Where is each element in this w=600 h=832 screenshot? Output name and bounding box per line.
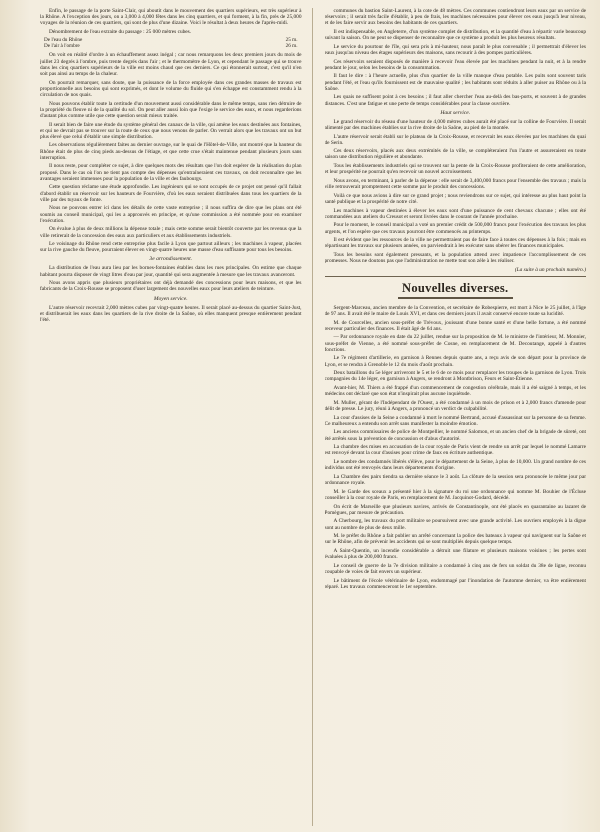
left-after-1-paragraphs xyxy=(40,265,302,292)
article-paragraph: Le bâtiment de l'école vétérinaire de Lyon, endommagé par l'inondation de l'automne dernier, va être entièrement réparé. Les travaux commenceront le 1er septembre. xyxy=(324,577,586,590)
article-paragraph: L'autre réservoir serait établi sur le plateau de la Croix-Rousse, et recevrait les eaux élevées par les machines du quai de Serin. xyxy=(324,133,586,146)
section-title: Nouvelles diverses. xyxy=(402,280,509,295)
right-subcolumn-paragraphs xyxy=(325,237,587,264)
article-paragraph: Les observations régulièrement faites au dernier ouvrage, sur le quai de l'Hôtel-de-Ville, ont montré que la hauteur du Rhône était de plus de cinq pieds au-dessus de l'étiage, et que cette crue s'était maintenue pendant plusieurs jours sans interruption. xyxy=(40,142,302,161)
article-paragraph: La distribution de l'eau aura lieu par les bornes-fontaines établies dans les rues principales. On estime que chaque habitant pourra disposer de vingt litres d'eau par jour, quantité qui sera augmentée à mesure que les travaux avanceront. xyxy=(40,265,302,278)
article-paragraph: A Cherbourg, les travaux du port militaire se poursuivent avec une grande activité. Les ouvriers employés à la digue sont au nombre de plus de deux mille. xyxy=(324,518,586,531)
article-paragraph: On pourrait remarquer, sans doute, que la puissance de la force employée dans ces grandes masses de travaux est proportionnelle aux besoins qui sont exprimés, et dont le volume du fluide qui s'en échappe est constamment rendu à la circulation de nos quais. xyxy=(40,79,302,98)
article-paragraph: Avant-hier, M. Thiers a été frappé d'un commencement de congestion cérébrale, mais il a été saigné à temps, et les médecins ont déclaré que son état n'inspirait plus aucune inquiétude. xyxy=(324,385,586,398)
news-paragraphs xyxy=(325,305,587,590)
temperature-table xyxy=(40,38,302,50)
article-paragraph: Le grand réservoir du réseau d'une hauteur de 4,000 mètres cubes aurait été placé sur la colline de Fourvière. Il serait alimenté par des machines établies sur la rive droite de la Saône, au pied de la montée. xyxy=(324,118,586,131)
article-paragraph: Le nombre des condamnés libérés s'élève, pour le département de la Seine, à plus de 10,000. Un grand nombre de ces individus ont été renvoyés dans leurs départements d'origine. xyxy=(324,459,586,472)
right-top-paragraphs xyxy=(325,8,587,107)
article-paragraph: Voilà ce que nous avions à dire sur ce grand projet ; nous reviendrons sur ce sujet, qui intéresse au plus haut point la santé publique et la prospérité de notre cité. xyxy=(324,192,586,205)
article-paragraph: Les machines à vapeur destinées à élever les eaux sont d'une puissance de cent chevaux chacune ; elles ont été commandées aux ateliers du Creusot et seront livrées dans le courant de l'année prochaine. xyxy=(324,207,586,220)
left-column xyxy=(40,8,313,826)
article-paragraph: Le conseil de guerre de la 7e division militaire a condamné à cinq ans de fers un soldat du 38e de ligne, reconnu coupable de voies de fait envers un supérieur. xyxy=(324,562,586,575)
article-paragraph: Nous avons, en terminant, à parler de la dépense : elle serait de 3,400,000 francs pour l'ensemble des travaux ; mais la ville retrouverait promptement cette somme par le produit des concessions. xyxy=(324,177,586,191)
article-paragraph: Deux bataillons du 5e léger arriveront le 5 et le 6 de ce mois pour remplacer les troupes de la garnison de Lyon. Trois compagnies du 14e léger, en garnison à Angers, se rendront à Montbrison, Feurs et Saint-Étienne. xyxy=(324,370,586,383)
article-paragraph: Cette question réclame une étude approfondie. Les ingénieurs qui se sont occupés de ce projet ont pensé qu'il fallait d'abord établir un réservoir sur les hauteurs de Fourvière, d'où les eaux seraient distribuées dans tous les quartiers de la ville par des tuyaux de fonte. xyxy=(40,184,302,203)
article-paragraph: Nous ne pouvons entrer ici dans les détails de cette vaste entreprise ; il nous suffira de dire que les plans ont été soumis au conseil municipal, qui les a approuvés en principe, et qu'une commission a été nommée pour en examiner l'exécution. xyxy=(40,205,302,224)
article-paragraph: Pour le moment, le conseil municipal a voté un premier crédit de 500,000 francs pour l'exécution des travaux les plus urgents, et l'on espère que ces travaux pourront être commencés au printemps. xyxy=(324,222,586,235)
article-paragraph: Il serait bien de faire une étude du système général des canaux de la ville, qui amène les eaux destinées aux fontaines, et qui ne devrait pas se trouver sur la route de ceux que nous venons de parler. On verrait alors que les travaux ont un but plus élevé que celui d'établir une simple distribution. xyxy=(40,121,302,140)
article-continuation-note: (La suite à un prochain numéro.) xyxy=(514,266,586,273)
article-paragraph: Sergent-Marceau, ancien membre de la Convention, et secrétaire de Robespierre, est mort à Nice le 25 juillet, à l'âge de 97 ans. Il avait été le maire de Louis XVI, et dans ces derniers jours il avait conservé encore toute sa lucidité. xyxy=(324,304,586,317)
stat-value: 25 m. xyxy=(285,36,298,43)
article-paragraph: M. le préfet du Rhône a fait publier un arrêté concernant la police des bateaux à vapeur qui naviguent sur la Saône et sur le Rhône, afin de prévenir les accidents qui se sont multipliés depuis quelque temps. xyxy=(324,533,586,546)
article-paragraph: La cour d'assises de la Seine a condamné à mort le nommé Bertrand, accusé d'assassinat sur la personne de sa femme. Ce malheureux a entendu son arrêt sans manifester la moindre émotion. xyxy=(324,414,586,427)
article-paragraph: Dénombrement de l'eau extraite du passage : 25 000 mètres cubes. xyxy=(49,28,192,35)
title-underline xyxy=(398,297,513,301)
right-column xyxy=(325,8,587,826)
stat-label: De l'air à l'ombre xyxy=(44,42,80,49)
article-paragraph: L'autre réservoir recevrait 2,000 mètres cubes par vingt-quatre heures. Il serait placé au-dessus du quartier Saint-Just, et distribuerait les eaux dans les quartiers de la rive droite de la Saône, où elles manquent presque entièrement pendant l'été. xyxy=(40,304,302,323)
article-paragraph: Le voisinage du Rhône rend cette entreprise plus facile à Lyon que partout ailleurs ; les machines à vapeur, placées sur la rive gauche du fleuve, pourraient élever en vingt-quatre heures une masse d'eau suffisante pour tous les besoins. xyxy=(40,241,302,254)
article-paragraph: M. de Courcelles, ancien sous-préfet de Trévoux, jouissant d'une bonne santé et d'une belle fortune, a été nommé receveur particulier des finances. Il était âgé de 64 ans. xyxy=(324,319,586,332)
article-paragraph: M. le Garde des sceaux a présenté hier à la signature du roi une ordonnance qui nomme M. Bouhier de l'Écluse conseiller à la cour royale de Paris, en remplacement de M. Jacquinot-Godard, décédé. xyxy=(324,488,586,501)
article-paragraph: communes du bastion Saint-Laurent, à la cote de 48 mètres. Ces communes contiendront leurs eaux par un service de réservoirs ; il serait très facile d'établir, à peu de frais, les machines nécessaires pour élever ces eaux jusqu'à leur niveau, et de les faire servir aux besoins des habitants de ces quartiers. xyxy=(324,8,586,27)
article-paragraph: Tous les besoins sont également pressants, et la population attend avec impatience l'accomplissement de ces promesses. Nous ne doutons pas que l'administration ne mette tout son zèle à les réaliser. xyxy=(324,252,586,265)
article-paragraph: Les anciens commissaires de police de Montpellier, le nommé Salomon, et un ancien chef de la brigade de sûreté, ont été arrêtés sous la prévention de concussion et d'abus d'autorité. xyxy=(324,429,586,442)
left-subheading-1: 3e arrondissement. xyxy=(149,256,193,263)
article-paragraph: Il est évident que les ressources de la ville ne permettraient pas de faire face à toutes ces dépenses à la fois ; mais en répartissant les travaux sur plusieurs années, on parviendrait à les exécuter sans obérer les finances municipales. xyxy=(324,237,586,250)
stat-label: De l'eau du Rhône xyxy=(44,36,83,43)
left-subheading-2: Moyen service. xyxy=(153,295,188,302)
article-paragraph: Il nous reste, pour compléter ce sujet, à dire quelques mots des résultats que l'on doit espérer de la réalisation du plan proposé. Dans le cas où l'on ne tient pas compte des dépenses qu'entraîneraient ces travaux, on doit reconnaître que les avantages seraient immenses pour la population de la ville et des faubourgs. xyxy=(40,163,302,182)
article-paragraph: On écrit de Marseille que plusieurs navires, arrivés de Constantinople, ont été placés en quarantaine au lazaret de Pomègues, par mesure de précaution. xyxy=(324,503,586,516)
section-divider xyxy=(325,276,587,277)
article-paragraph: Nous pouvons établir toute la certitude d'un mouvement aussi considérable dans le même temps, sans rien détruire de la propriété du fleuve ni de la qualité du sol. On peut aller aussi loin que l'exige le service des eaux, et nous regarderions d'autant plus comme utile que cette question serait mieux traitée. xyxy=(40,100,302,119)
page-columns xyxy=(40,8,586,826)
left-after-2-paragraphs xyxy=(40,305,302,323)
stat-value: 26 m. xyxy=(285,42,298,49)
article-paragraph: Ces deux réservoirs, placés aux deux extrémités de la ville, se compléteraient l'un l'autre et assureraient en toute saison une distribution régulière et abondante. xyxy=(324,148,586,161)
article-paragraph: A Saint-Quentin, un incendie considérable a détruit une filature et plusieurs maisons voisines ; les pertes sont évaluées à plus de 200,000 francs. xyxy=(324,547,586,561)
article-paragraph: Le 7e régiment d'artillerie, en garnison à Rennes depuis quatre ans, a reçu avis de son départ pour la province de Lyon, et se rendra à Grenoble le 12 du mois d'août prochain. xyxy=(324,355,586,368)
article-paragraph: Il faut le dire : à l'heure actuelle, plus d'un quartier de la ville manque d'eau potable. Les puits sont souvent taris pendant l'été, et l'eau qu'ils fournissent est de mauvaise qualité ; les habitants sont réduits à aller puiser au Rhône ou à la Saône. xyxy=(324,73,586,92)
right-subheading-1: Haut service. xyxy=(440,109,471,116)
article-paragraph: Il est indispensable, en Angleterre, d'un système complet de distribution, et la quantité d'eau à répartir varie beaucoup suivant la saison. On ne peut se dispenser de reconnaître que ce système a produit les plus heureux résultats. xyxy=(324,28,586,42)
left-middle-paragraphs xyxy=(40,52,302,253)
article-paragraph: On voit en réalité d'ordre à un échauffement assez inégal ; car nous remarquons les deux premiers jours du mois de juillet 23 degrés à l'ombre, puis trente degrés dans l'air ; et le thermomètre de Lyon, et cependant le passage qui se trouve dans les cinq quartiers supérieurs de la ville est moins chaud que ces derniers. Ce qui étonnerait surtout, c'est qu'il n'en soit pas ainsi au temps de la chaleur. xyxy=(40,52,302,77)
article-paragraph: Enfin, le passage de la porte Saint-Clair, qui aboutit dans le mouvement des quartiers supérieurs, est très supérieur à la Rhône. A l'exception des jours, on a 3,000 à 4,000 fêtes dans les cinq quartiers, et qui forment, à la fin, près de 25,000 voyages de la réunion de ces quartiers, qui sont de plus d'une dizaine. Voici le résultat à deux heures de l'après-midi. xyxy=(40,8,302,27)
left-top-paragraphs xyxy=(40,8,302,35)
article-paragraph: — Par ordonnance royale en date du 22 juillet, rendue sur la proposition de M. le ministre de l'intérieur, M. Monnier, sous-préfet de Vienne, a été nommé sous-préfet de Cosne, en remplacement de M. Decoutange, appelé à d'autres fonctions. xyxy=(324,334,586,353)
right-middle-paragraphs xyxy=(325,119,587,235)
article-paragraph: Les quais ne suffisent point à ces besoins ; il faut aller chercher l'eau au-delà des bas-ports, et souvent à de grandes distances. C'est une fatigue et une perte de temps considérables pour la classe ouvrière. xyxy=(324,94,586,107)
article-paragraph: Tous les établissements industriels qui se trouvent sur la pente de la Croix-Rousse profiteraient de cette amélioration, et leur prospérité ne pourrait qu'en recevoir un nouvel accroissement. xyxy=(324,163,586,176)
article-paragraph: La Chambre des pairs tiendra sa dernière séance le 3 août. La clôture de la session sera prononcée le même jour par ordonnance royale. xyxy=(324,473,586,487)
article-paragraph: Le service du pourtour de l'île, qui sera pris à mi-hauteur, nous paraît le plus convenable ; il permettrait d'élever les eaux jusqu'au niveau des étages supérieurs des maisons, sans recourir à des pompes particulières. xyxy=(324,43,586,56)
article-paragraph: M. Muller, gérant de l'Indépendant de l'Ouest, a été condamné à un mois de prison et à 2,000 francs d'amende pour délit de presse. Le jury, réuni à Angers, a prononcé un verdict de culpabilité. xyxy=(324,399,586,412)
article-paragraph: La chambre des mises en accusation de la cour royale de Paris vient de rendre un arrêt par lequel le nommé Lamarre est renvoyé devant la cour d'assises pour crime de faux en écriture authentique. xyxy=(324,444,586,457)
article-paragraph: Nous avons appris que plusieurs propriétaires ont déjà demandé des concessions pour leurs maisons, et que les fabricants de la Croix-Rousse se proposent d'user largement des nouvelles eaux pour leurs ateliers de teinture. xyxy=(40,280,302,293)
article-paragraph: Ces réservoirs seraient disposés de manière à recevoir l'eau élevée par les machines pendant la nuit, et à la rendre pendant le jour, selon les besoins de la consommation. xyxy=(324,58,586,71)
table-row xyxy=(40,44,302,50)
article-paragraph: On évalue à plus de deux millions la dépense totale ; mais cette somme serait bientôt couverte par les revenus que la ville retirerait de la concession des eaux aux particuliers et aux établissements industriels. xyxy=(40,226,302,239)
